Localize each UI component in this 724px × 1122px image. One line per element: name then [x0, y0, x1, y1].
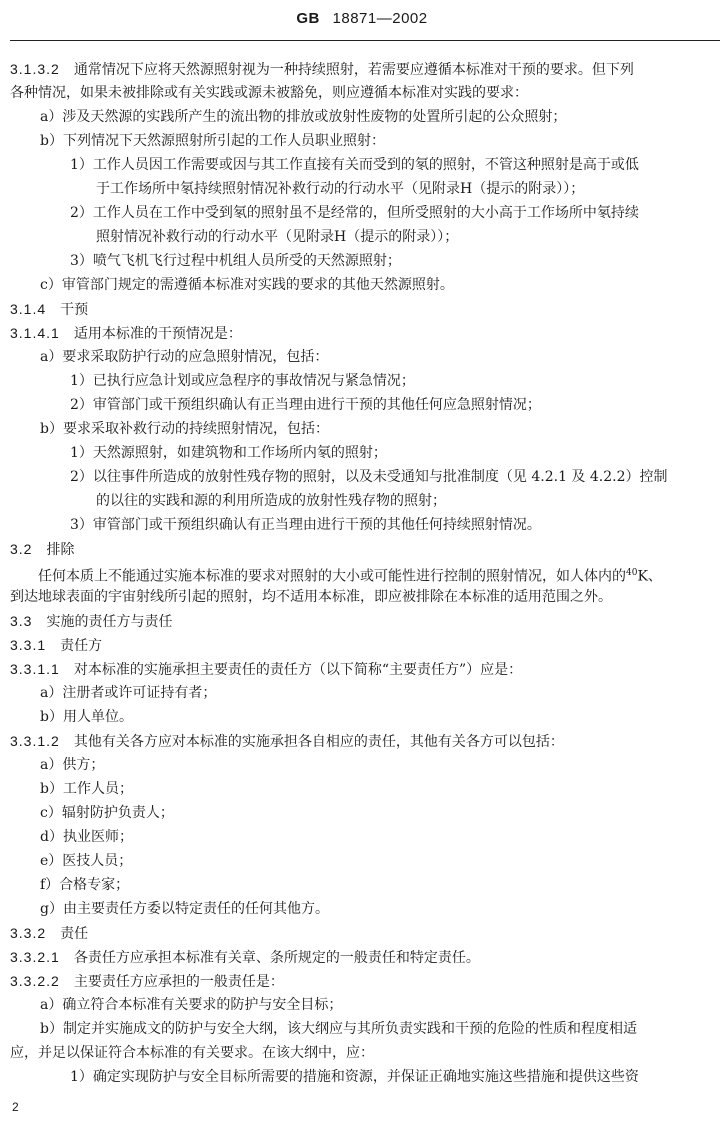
clause-3-3-2-2: 3.3.2.2 主要责任方应承担的一般责任是：	[10, 973, 284, 990]
page-header	[0, 10, 724, 27]
standard-number: 18871—2002	[332, 10, 428, 27]
sub-list-item: 2）工作人员在工作中受到氡的照射虽不是经常的，但所受照射的大小高于工作场所中氡持续	[70, 205, 639, 221]
list-item: b）下列情况下天然源照射所引起的工作人员职业照射：	[40, 133, 385, 149]
sub-list-item: 2）审管部门或干预组织确认有正当理由进行干预的其他任何应急照射情况；	[70, 397, 541, 413]
clause-3-1-4-1: 3.1.4.1 适用本标准的干预情况是：	[10, 325, 242, 342]
list-item: a）注册者或许可证持有者；	[40, 685, 217, 701]
paragraph-line: 任何本质上不能通过实施本标准的要求对照射的大小或可能性进行控制的照射情况，如人体内的$^{40}$K、	[38, 568, 662, 585]
list-item: c）辐射防护负责人；	[40, 805, 174, 821]
sub-list-item: 1）确定实现防护与安全目标所需要的措施和资源，并保证正确地实施这些措施和提供这些资	[70, 1069, 639, 1085]
sub-list-item: 1）已执行应急计划或应急程序的事故情况与紧急情况；	[70, 373, 415, 389]
clause-3-3-1-1: 3.3.1.1 对本标准的实施承担主要责任的责任方（以下简称“主要责任方”）应是：	[10, 661, 523, 678]
list-item: a）要求采取防护行动的应急照射情况，包括：	[40, 349, 329, 365]
list-item: b）制定并实施成文的防护与安全大纲，该大纲应与其所负责实践和干预的危险的性质和程度相适	[40, 1021, 637, 1037]
document-body	[10, 57, 720, 1089]
clause-3-3: 3.3 实施的责任方与责任	[10, 613, 173, 630]
sub-list-item-continued: 的以往的实践和源的利用所造成的放射性残存物的照射；	[96, 493, 446, 509]
sub-list-item-continued: 于工作场所中氡持续照射情况补救行动的行动水平（见附录H（提示的附录））；	[96, 181, 585, 197]
clause-3-1-3-2: 3.1.3.2 通常情况下应将天然源照射视为一种持续照射，若需要应遵循本标准对干预的要求。但下列	[10, 61, 634, 78]
sub-list-item: 3）喷气飞机飞行过程中机组人员所受的天然源照射；	[70, 253, 401, 269]
clause-3-3-2: 3.3.2 责任	[10, 925, 89, 942]
list-item: a）涉及天然源的实践所产生的流出物的排放或放射性废物的处置所引起的公众照射；	[40, 109, 567, 125]
list-item: g）由主要责任方委以特定责任的任何其他方。	[40, 901, 329, 917]
list-item: e）医技人员；	[40, 853, 133, 869]
page-number: 2	[12, 1100, 19, 1114]
sub-list-item-continued: 照射情况补救行动的行动水平（见附录H（提示的附录））；	[96, 229, 459, 245]
list-item: b）用人单位。	[40, 709, 133, 725]
sub-list-item: 3）审管部门或干预组织确认有正当理由进行干预的其他任何持续照射情况。	[70, 517, 541, 533]
list-item: a）确立符合本标准有关要求的防护与安全目标；	[40, 997, 343, 1013]
list-item: c）审管部门规定的需遵循本标准对实践的要求的其他天然源照射。	[40, 277, 454, 293]
clause-3-2: 3.2 排除	[10, 541, 75, 558]
clause-3-3-2-1: 3.3.2.1 各责任方应承担本标准有关章、条所规定的一般责任和特定责任。	[10, 949, 480, 966]
paragraph-line: 各种情况，如果未被排除或有关实践或源未被豁免，则应遵循本标准对实践的要求：	[10, 85, 528, 101]
list-item: a）供方；	[40, 757, 105, 773]
sub-list-item: 1）工作人员因工作需要或因与其工作直接有关而受到的氡的照射，不管这种照射是高于或低	[70, 157, 639, 173]
list-item: d）执业医师；	[40, 829, 133, 845]
header-rule	[10, 40, 720, 41]
list-item: b）要求采取补救行动的持续照射情况，包括：	[40, 421, 329, 437]
list-item: b）工作人员；	[40, 781, 133, 797]
superscript: 40	[626, 568, 638, 578]
sub-list-item: 1）天然源照射，如建筑物和工作场所内氡的照射；	[70, 445, 387, 461]
list-item: f）合格专家；	[40, 877, 130, 893]
clause-3-3-1: 3.3.1 责任方	[10, 637, 103, 654]
clause-3-3-1-2: 3.3.1.2 其他有关各方应对本标准的实施承担各自相应的责任，其他有关各方可以包括：	[10, 733, 564, 750]
paragraph-line: 到达地球表面的宇宙射线所引起的照射，均不适用本标准，即应被排除在本标准的适用范围之外。	[10, 589, 612, 605]
list-item-continued: 应，并足以保证符合本标准的有关要求。在该大纲中，应：	[10, 1045, 374, 1061]
standard-prefix: GB	[296, 10, 320, 27]
sub-list-item: 2）以往事件所造成的放射性残存物的照射，以及未受通知与批准制度（见 4.2.1 及 4.2.2）控制	[70, 469, 668, 485]
clause-3-1-4: 3.1.4 干预	[10, 301, 89, 318]
